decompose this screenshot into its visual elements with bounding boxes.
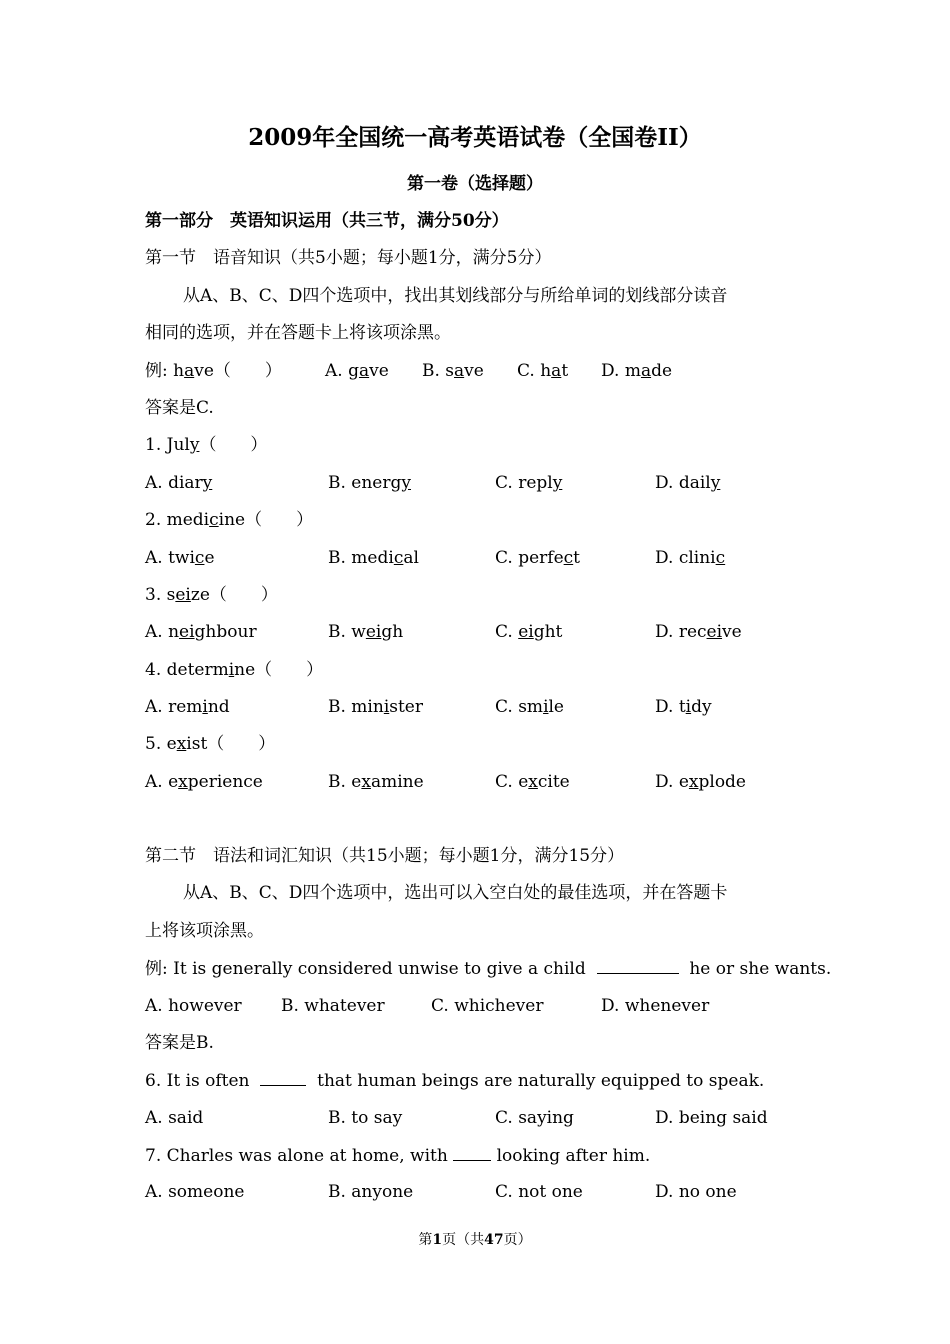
q1-option-d: D. daily — [655, 473, 721, 493]
q1-option-a: A. diary — [145, 473, 213, 493]
q4-option-d: D. tidy — [655, 697, 712, 717]
q4-option-c: C. smile — [495, 697, 564, 717]
q2-option-c: C. perfect — [495, 548, 581, 568]
q5-option-a: A. experience — [145, 772, 263, 792]
q1-option-b: B. energy — [328, 473, 411, 493]
q2-option-a: A. twice — [145, 548, 215, 568]
q3-option-d: D. receive — [655, 622, 742, 642]
section2-example-option-d: D. whenever — [601, 996, 710, 1016]
section2-example-option-b: B. whatever — [281, 996, 385, 1016]
answer-blank — [260, 1069, 306, 1086]
volume-subtitle: 第一卷（选择题） — [407, 174, 543, 194]
question-5: 5. exist（ ） — [145, 734, 276, 754]
q7-option-d: D. no one — [655, 1182, 737, 1202]
q1-option-c: C. reply — [495, 473, 563, 493]
example-option-b: B. save — [422, 361, 484, 381]
page-title: 2009年全国统一高考英语试卷（全国卷II） — [248, 124, 702, 151]
example-option-d: D. made — [601, 361, 673, 381]
q3-option-a: A. neighbour — [145, 622, 257, 642]
question-6: 6. It is often that human beings are naturally equipped to speak. — [145, 1071, 765, 1091]
answer-blank — [597, 957, 679, 974]
part-heading: 第一部分 英语知识运用（共三节，满分50分） — [145, 211, 509, 231]
section2-example-answer: 答案是B. — [145, 1033, 214, 1053]
q7-option-b: B. anyone — [328, 1182, 414, 1202]
q6-option-d: D. being said — [655, 1108, 768, 1128]
q4-option-a: A. remind — [145, 697, 230, 717]
section2-example-option-c: C. whichever — [431, 996, 544, 1016]
q3-option-c: C. eight — [495, 622, 563, 642]
q5-option-b: B. examine — [328, 772, 424, 792]
q7-option-c: C. not one — [495, 1182, 583, 1202]
example-word: 例: have（ ） — [145, 361, 282, 381]
example-option-a: A. gave — [325, 361, 389, 381]
q7-option-a: A. someone — [145, 1182, 245, 1202]
q4-option-b: B. minister — [328, 697, 423, 717]
q6-option-a: A. said — [145, 1108, 204, 1128]
q3-option-b: B. weigh — [328, 622, 404, 642]
section2-instruction-line2: 上将该项涂黑。 — [145, 921, 264, 941]
section1-instruction-line1: 从A、B、C、D四个选项中，找出其划线部分与所给单词的划线部分读音 — [183, 286, 728, 306]
section2-example-option-a: A. however — [145, 996, 242, 1016]
q5-option-d: D. explode — [655, 772, 746, 792]
example-answer: 答案是C. — [145, 398, 214, 418]
question-4: 4. determine（ ） — [145, 660, 324, 680]
page-footer: 第1页（共47页） — [418, 1232, 532, 1248]
question-7: 7. Charles was alone at home, with looking after him. — [145, 1146, 651, 1166]
section2-heading: 第二节 语法和词汇知识（共15小题；每小题1分，满分15分） — [145, 846, 625, 866]
question-1: 1. July（ ） — [145, 435, 268, 455]
section2-instruction-line1: 从A、B、C、D四个选项中，选出可以入空白处的最佳选项，并在答题卡 — [183, 883, 728, 903]
question-2: 2. medicine（ ） — [145, 510, 314, 530]
section2-example: 例: It is generally considered unwise to give a child he or she wants. — [145, 959, 832, 979]
section1-heading: 第一节 语音知识（共5小题；每小题1分，满分5分） — [145, 248, 552, 268]
section1-instruction-line2: 相同的选项，并在答题卡上将该项涂黑。 — [145, 323, 451, 343]
q5-option-c: C. excite — [495, 772, 570, 792]
q6-option-b: B. to say — [328, 1108, 403, 1128]
q2-option-b: B. medical — [328, 548, 419, 568]
answer-blank — [453, 1144, 491, 1161]
example-option-c: C. hat — [517, 361, 569, 381]
q2-option-d: D. clinic — [655, 548, 726, 568]
question-3: 3. seize（ ） — [145, 585, 278, 605]
q6-option-c: C. saying — [495, 1108, 574, 1128]
